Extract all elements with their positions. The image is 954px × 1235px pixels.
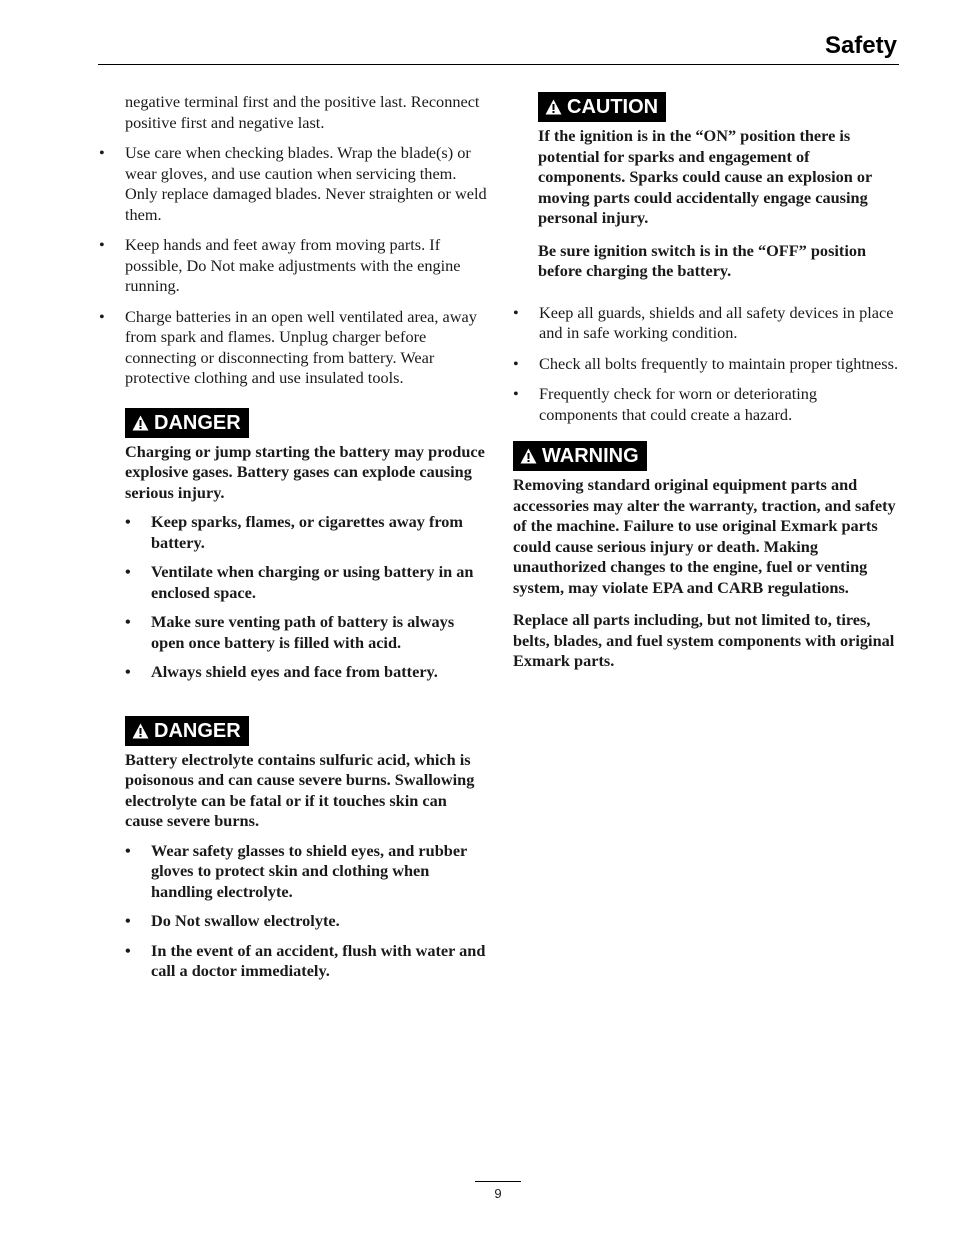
warning-text: Removing standard original equipment parts and accessories may alter the warranty, traction, and safety of the machine. Failure to use original Exmark parts could cause serious injury or death. Making unauthorized changes to the engine, fuel or venting system, may violate EPA and CARB regulations. — [513, 475, 896, 597]
right-column — [513, 92, 903, 672]
list-item — [99, 143, 487, 225]
list-item-text: Charge batteries in an open well ventilated area, away from spark and flames. Unplug charger before connecting or disconnecting from battery. Wear protective clothing and use insulated tools. — [125, 306, 477, 387]
danger-list — [125, 512, 487, 683]
bullet-icon: • — [125, 662, 131, 681]
caution-text: If the ignition is in the “ON” position there is potential for sparks and engagement of components. Sparks could cause an explosion or moving parts could accidentally engage causing personal injury. — [538, 126, 872, 227]
danger-block-electrolyte — [125, 716, 487, 982]
danger-text: Charging or jump starting the battery may produce explosive gases. Battery gases can explode causing serious injury. — [125, 441, 485, 502]
warning-triangle-icon — [132, 723, 149, 739]
warning-badge — [513, 441, 647, 471]
list-item-text: Keep sparks, flames, or cigarettes away from battery. — [151, 512, 463, 552]
list-item — [125, 840, 487, 903]
bullet-icon: • — [125, 940, 131, 960]
left-column — [99, 92, 487, 982]
warning-triangle-icon — [545, 99, 562, 115]
caution-label: CAUTION — [567, 96, 659, 118]
caution-text-2: Be sure ignition switch is in the “OFF” position before charging the battery. — [538, 240, 867, 280]
list-item — [125, 662, 487, 683]
bullet-icon: • — [513, 384, 519, 403]
danger-badge — [125, 716, 249, 746]
page-section-title: Safety — [824, 32, 897, 59]
list-item-text: Use care when checking blades. Wrap the blade(s) or wear gloves, and use caution when servicing them. Only replace damaged blades. Never straighten or weld them. — [125, 143, 487, 224]
list-item — [125, 940, 487, 982]
list-item — [99, 235, 487, 297]
warning-label: WARNING — [542, 445, 639, 467]
caution-badge — [538, 92, 666, 122]
list-item — [513, 302, 899, 344]
list-item-text: Check all bolts frequently to maintain proper tightness. — [539, 353, 899, 373]
bullet-icon: • — [125, 840, 131, 860]
list-item — [513, 353, 899, 375]
page-number: 9 — [494, 1186, 502, 1201]
header-divider — [98, 64, 899, 65]
warning-block — [513, 441, 903, 672]
caution-block — [538, 92, 898, 282]
intro-text: negative terminal first and the positive last. Reconnect positive first and negative last. — [125, 92, 480, 132]
footer-divider — [475, 1181, 521, 1182]
bullet-icon: • — [125, 512, 131, 531]
right-bullet-list — [513, 302, 899, 426]
list-item-text: Wear safety glasses to shield eyes, and rubber gloves to protect skin and clothing when handling electrolyte. — [151, 840, 467, 901]
list-item — [99, 306, 487, 389]
list-item-text: Ventilate when charging or using battery in an enclosed space. — [151, 562, 474, 602]
danger-label: DANGER — [154, 719, 241, 742]
list-item — [513, 384, 899, 425]
list-item-text: Do Not swallow electrolyte. — [151, 911, 340, 930]
bullet-icon: • — [99, 235, 105, 254]
bullet-icon: • — [99, 143, 105, 162]
list-item-text: In the event of an accident, flush with water and call a doctor immediately. — [151, 940, 486, 980]
warning-triangle-icon — [520, 448, 537, 464]
bullet-icon: • — [125, 612, 131, 631]
list-item — [125, 612, 487, 653]
list-item — [125, 562, 487, 603]
list-item-text: Keep hands and feet away from moving parts. If possible, Do Not make adjustments with the engine running. — [125, 235, 461, 295]
danger-list — [125, 841, 487, 982]
danger-block-battery-gases — [125, 408, 487, 683]
list-item-text: Frequently check for worn or deteriorating components that could create a hazard. — [539, 384, 818, 424]
warning-text-2: Replace all parts including, but not limited to, tires, belts, blades, and fuel system components with original Exmark parts. — [513, 610, 895, 670]
danger-label: DANGER — [154, 411, 241, 434]
bullet-icon: • — [513, 302, 519, 322]
danger-text: Battery electrolyte contains sulfuric acid, which is poisonous and can cause severe burns. Swallowing electrolyte can be fatal or if it touches skin can cause severe burns. — [125, 749, 475, 830]
list-item — [125, 512, 487, 553]
bullet-icon: • — [513, 353, 519, 373]
bullet-icon: • — [125, 911, 131, 930]
warning-triangle-icon — [132, 415, 149, 431]
danger-badge — [125, 408, 249, 438]
list-item-text: Always shield eyes and face from battery. — [151, 662, 438, 681]
list-item-text: Make sure venting path of battery is always open once battery is filled with acid. — [151, 612, 455, 652]
left-bullet-list — [99, 143, 487, 389]
list-item — [125, 911, 487, 932]
list-item-text: Keep all guards, shields and all safety devices in place and in safe working condition. — [539, 302, 894, 342]
bullet-icon: • — [125, 562, 131, 581]
bullet-icon: • — [99, 306, 105, 326]
